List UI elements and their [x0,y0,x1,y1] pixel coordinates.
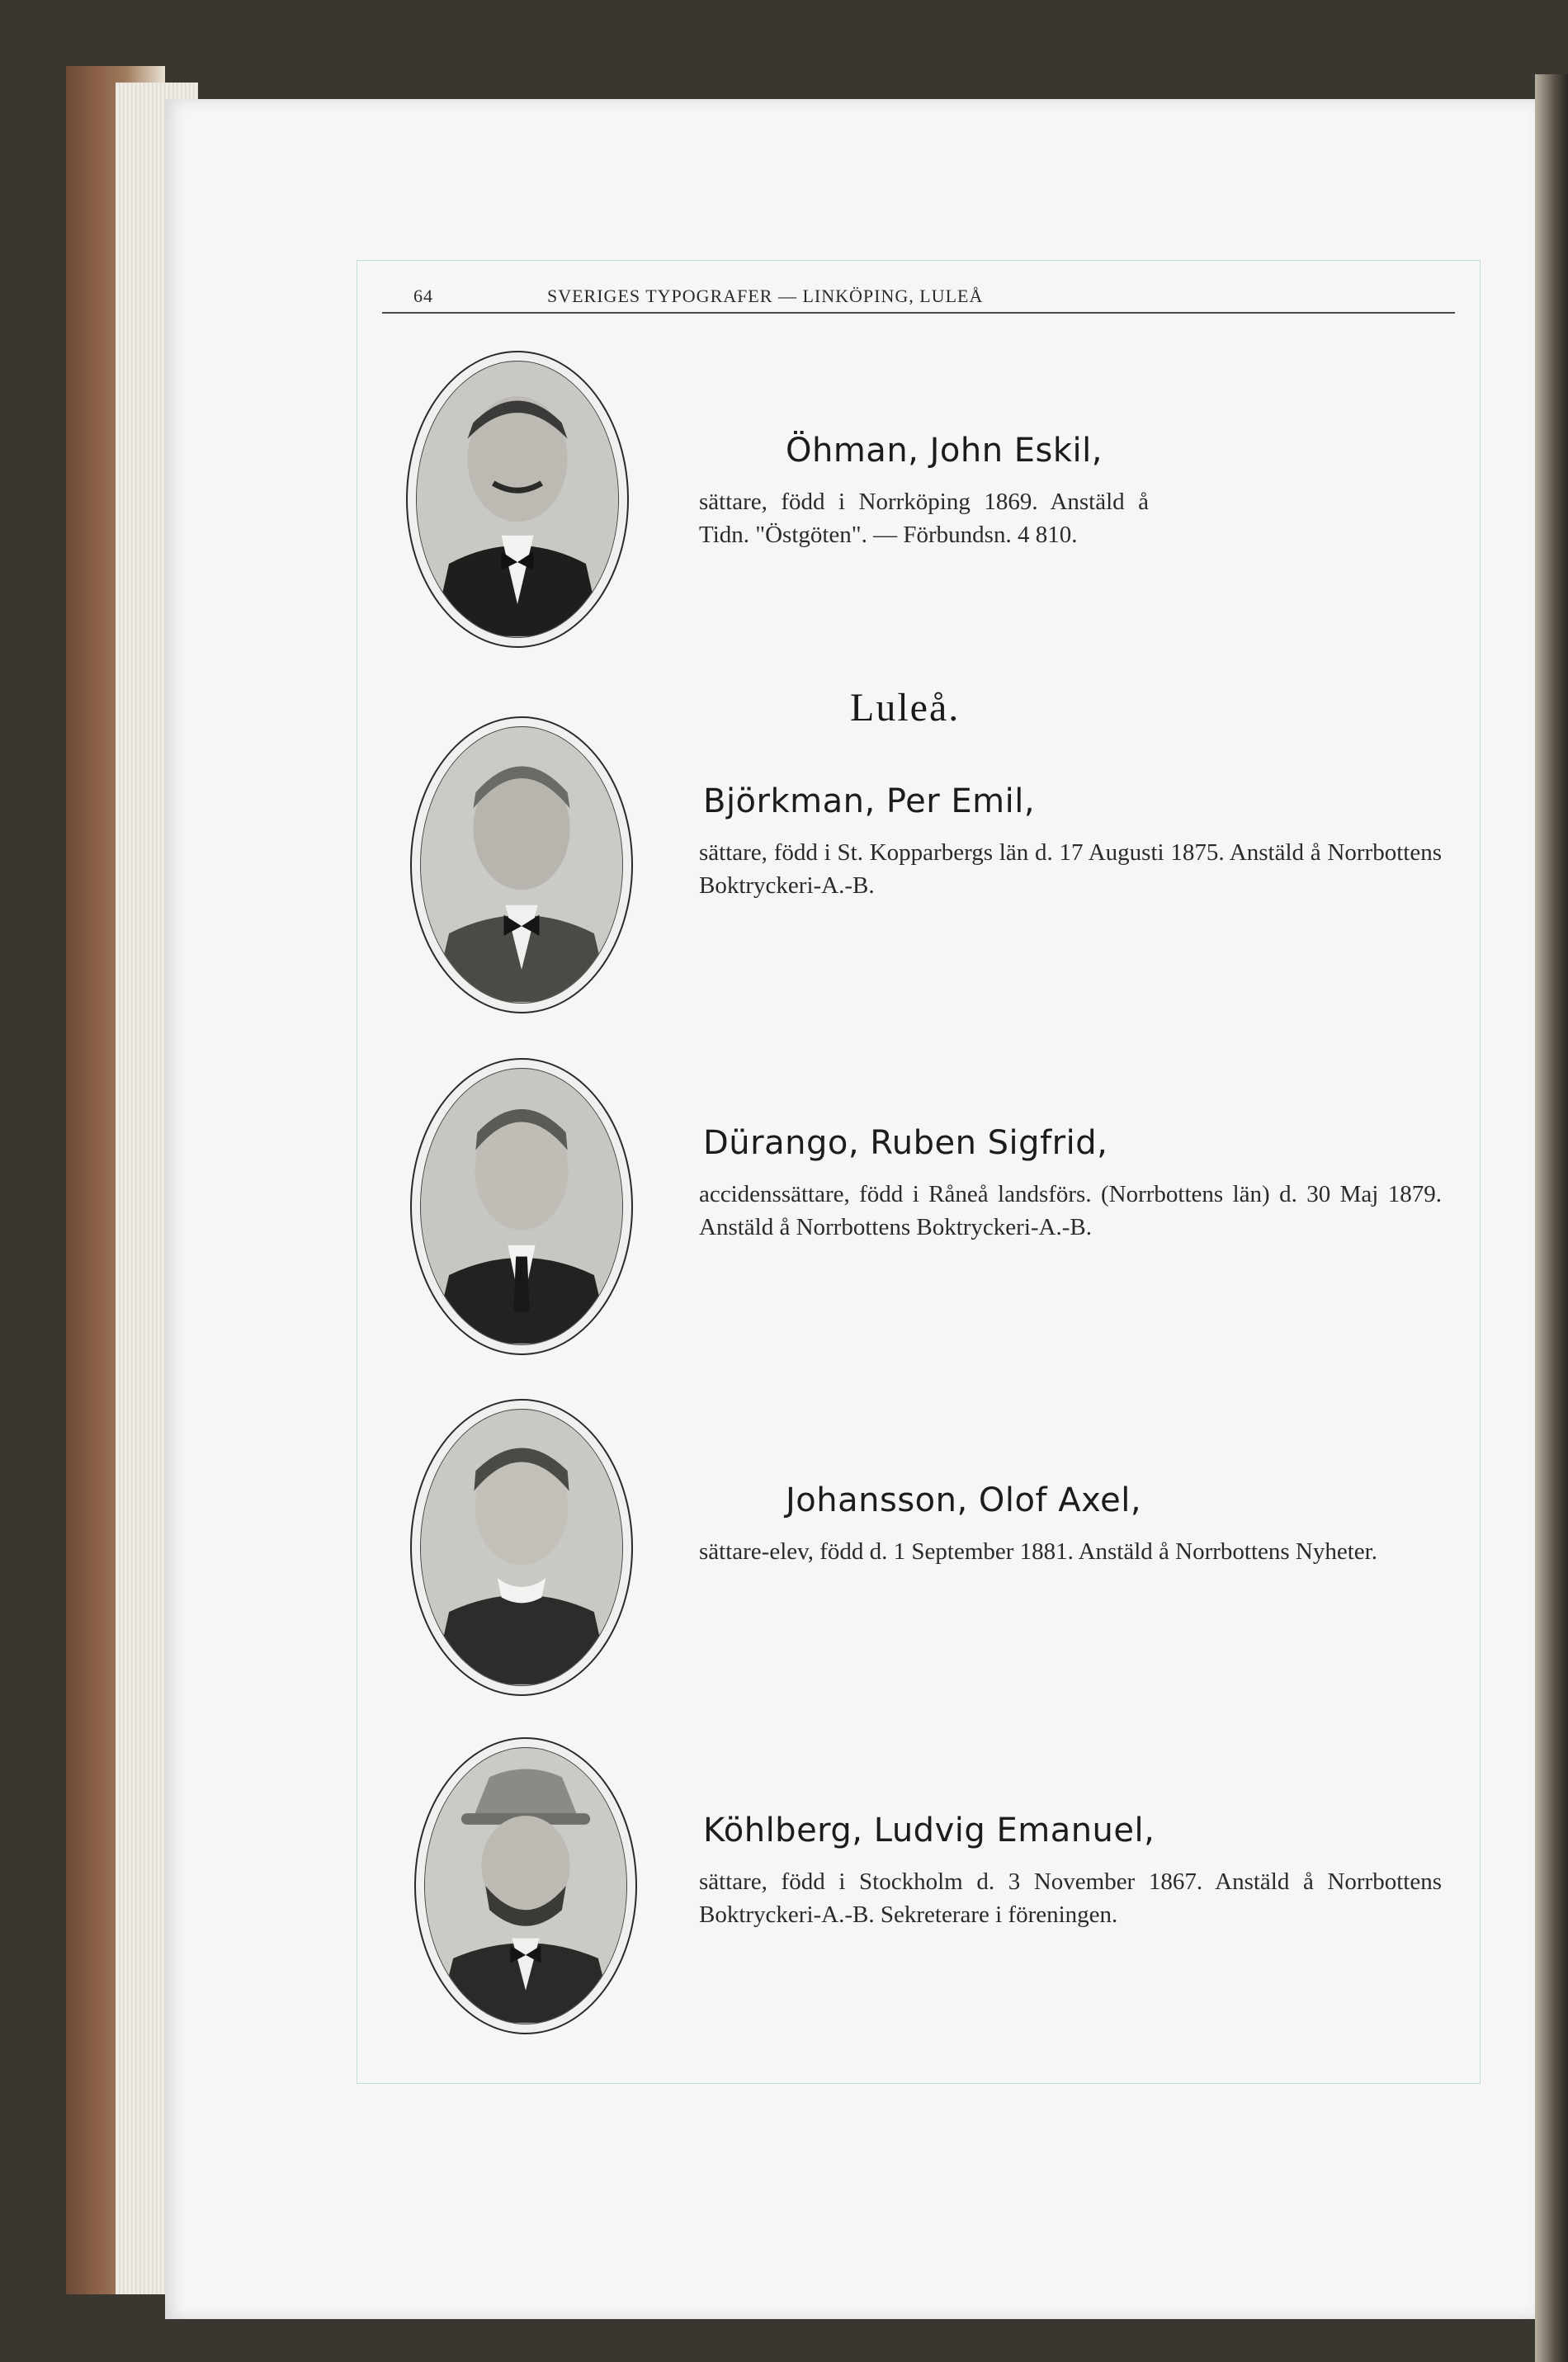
portrait-image [420,1068,623,1345]
portrait-figure [417,361,618,637]
entry-name: Öhman, John Eskil, [786,432,1103,470]
portrait-photo [410,1399,633,1696]
portrait-image [420,726,623,1004]
entry-description: sättare, född i St. Kopparbergs län d. 17 Augusti 1875. Anstäld å Norrbottens Boktryckeri-A.-B. [699,839,1442,899]
portrait-figure [421,1410,622,1685]
portrait-figure [421,1069,622,1344]
page-number: 64 [413,286,433,306]
entry-name: Dürango, Ruben Sigfrid, [703,1124,1108,1162]
running-header [382,276,1455,314]
portrait-image [420,1409,623,1686]
running-title: SVERIGES TYPOGRAFER — LINKÖPING, LULEÅ [547,286,984,306]
portrait-image [416,361,619,638]
section-title: Luleå. [850,686,961,730]
portrait-figure [421,727,622,1003]
portrait-photo [410,716,633,1013]
book-binding-right [1535,74,1568,2362]
portrait-photo [410,1058,633,1355]
portrait-photo [414,1737,637,2034]
portrait-photo [406,351,629,648]
entry-description: accidenssättare, född i Råneå landsförs. (Norrbottens län) d. 30 Maj 1879. Anstäld å Norrbottens Boktryckeri-A.-B. [699,1181,1442,1240]
entry-description: sättare, född i Stockholm d. 3 November 1867. Anstäld å Norrbottens Boktryckeri-A.-B. Sekreterare i föreningen. [699,1868,1442,1928]
entry-name: Köhlberg, Ludvig Emanuel, [703,1812,1155,1849]
portrait-image [424,1747,627,2024]
entry-name: Johansson, Olof Axel, [786,1481,1142,1519]
portrait-figure [425,1748,626,2024]
entry-description: sättare-elev, född d. 1 September 1881. Anstäld å Norrbottens Nyheter. [699,1538,1377,1565]
entry-description: sättare, född i Norrköping 1869. Anstäld å Tidn. "Östgöten". — Förbundsn. 4 810. [699,489,1149,548]
entry-name: Björkman, Per Emil, [703,782,1036,820]
